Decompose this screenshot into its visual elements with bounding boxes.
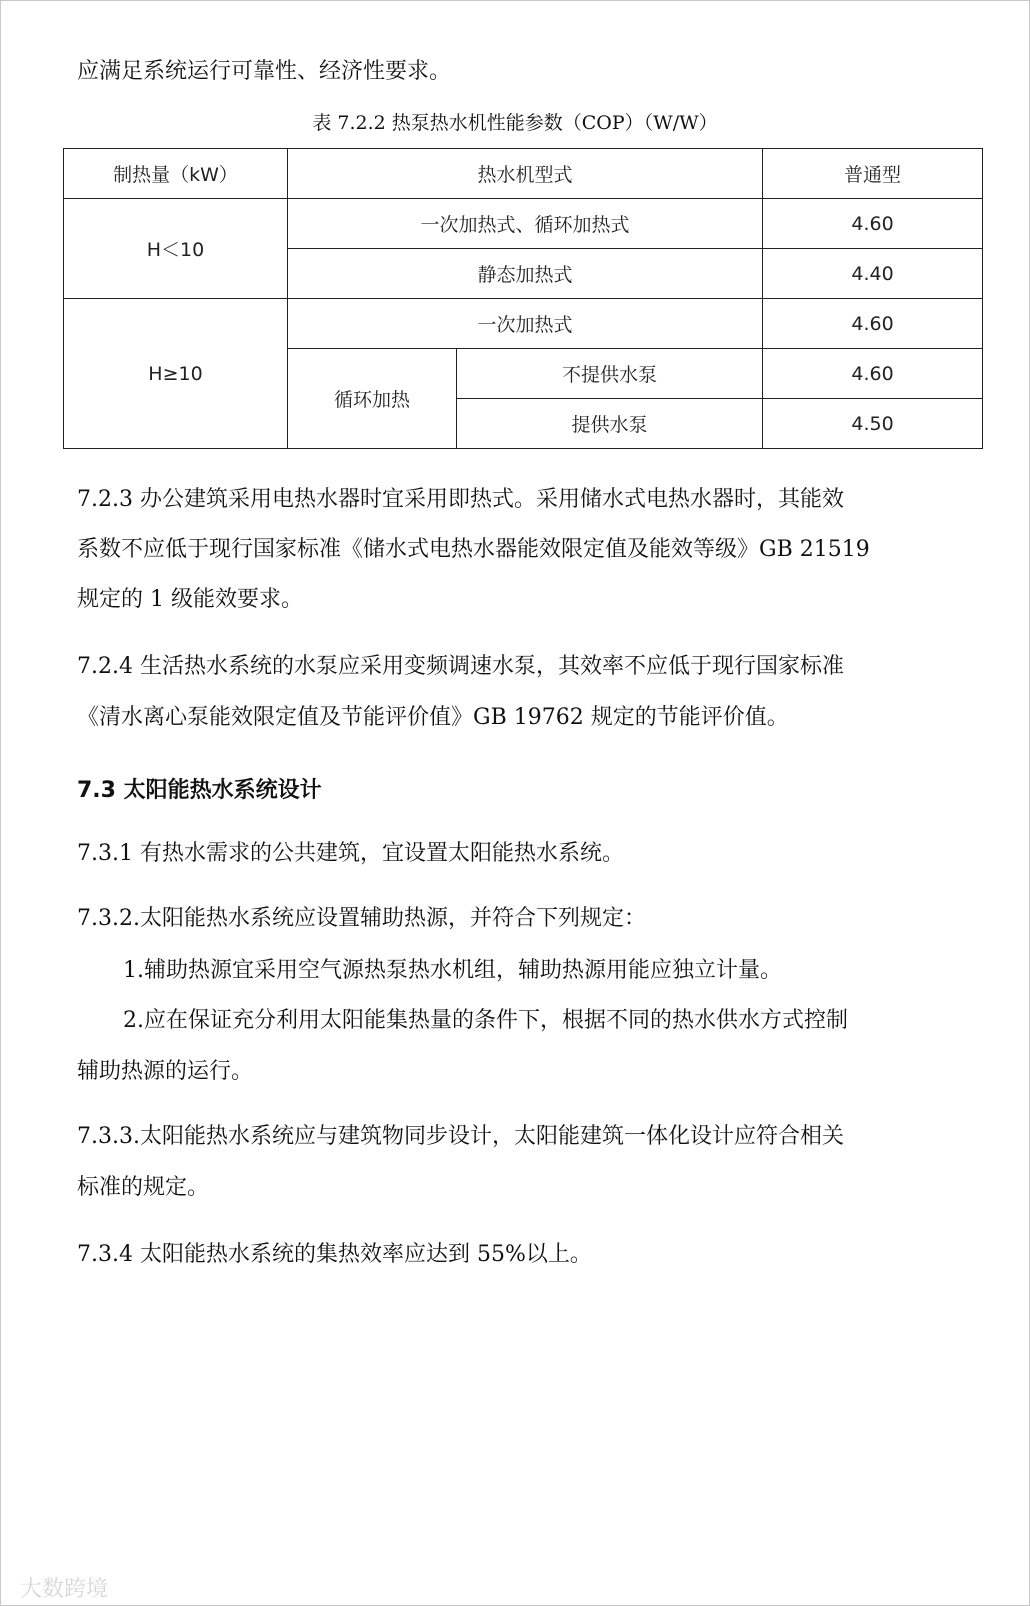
header-capacity: 制热量（kW）: [64, 149, 288, 199]
capacity-cell: H＜10: [64, 199, 288, 299]
clause-7-3-2: 7.3.2.太阳能热水系统应设置辅助热源，并符合下列规定：: [77, 906, 646, 931]
clause-7-3-2-item-2-line-2: 辅助热源的运行。: [77, 1059, 254, 1084]
clause-7-3-1: 7.3.1 有热水需求的公共建筑，宜设置太阳能热水系统。: [77, 841, 624, 866]
value-cell: 4.60: [763, 199, 983, 249]
intro-text: 应满足系统运行可靠性、经济性要求。: [77, 59, 452, 84]
clause-7-3-2-item-2-line-1: 2.应在保证充分利用太阳能集热量的条件下，根据不同的热水供水方式控制: [123, 1008, 848, 1033]
clause-7-2-3-line-3: 规定的 1 级能效要求。: [77, 587, 303, 612]
value-cell: 4.60: [763, 349, 983, 399]
clause-7-3-4: 7.3.4 太阳能热水系统的集热效率应达到 55%以上。: [77, 1242, 592, 1267]
table-header-row: [64, 149, 983, 199]
clause-7-3-2-item-1: 1.辅助热源宜采用空气源热泵热水机组，辅助热源用能应独立计量。: [123, 958, 782, 983]
clause-7-3-3-line-1: 7.3.3.太阳能热水系统应与建筑物同步设计，太阳能建筑一体化设计应符合相关: [77, 1124, 844, 1149]
header-type: 热水机型式: [288, 149, 763, 199]
table-caption: 表 7.2.2 热泵热水机性能参数（COP）（W/W）: [312, 112, 718, 134]
clause-7-2-3-line-2: 系数不应低于现行国家标准《储水式电热水器能效限定值及能效等级》GB 21519: [77, 537, 870, 562]
clause-7-2-4-line-2: 《清水离心泵能效限定值及节能评价值》GB 19762 规定的节能评价值。: [77, 705, 789, 730]
clause-7-2-4-line-1: 7.2.4 生活热水系统的水泵应采用变频调速水泵，其效率不应低于现行国家标准: [77, 654, 844, 679]
section-title: 7.3 太阳能热水系统设计: [77, 778, 322, 803]
cop-table: [63, 148, 983, 449]
table-row: [64, 299, 983, 349]
value-cell: 4.60: [763, 299, 983, 349]
type-cell: 不提供水泵: [457, 349, 763, 399]
table-row: [64, 199, 983, 249]
capacity-cell: H≥10: [64, 299, 288, 449]
type-cell: 一次加热式: [288, 299, 763, 349]
clause-7-3-3-line-2: 标准的规定。: [77, 1175, 210, 1200]
value-cell: 4.50: [763, 399, 983, 449]
clause-7-2-3-line-1: 7.2.3 办公建筑采用电热水器时宜采用即热式。采用储水式电热水器时，其能效: [77, 487, 844, 512]
type-cell: 一次加热式、循环加热式: [288, 199, 763, 249]
header-normal: 普通型: [763, 149, 983, 199]
type-cell: 静态加热式: [288, 249, 763, 299]
subgroup-cell: 循环加热: [288, 349, 457, 449]
type-cell: 提供水泵: [457, 399, 763, 449]
value-cell: 4.40: [763, 249, 983, 299]
watermark-logo: 大数跨境: [20, 1577, 109, 1602]
